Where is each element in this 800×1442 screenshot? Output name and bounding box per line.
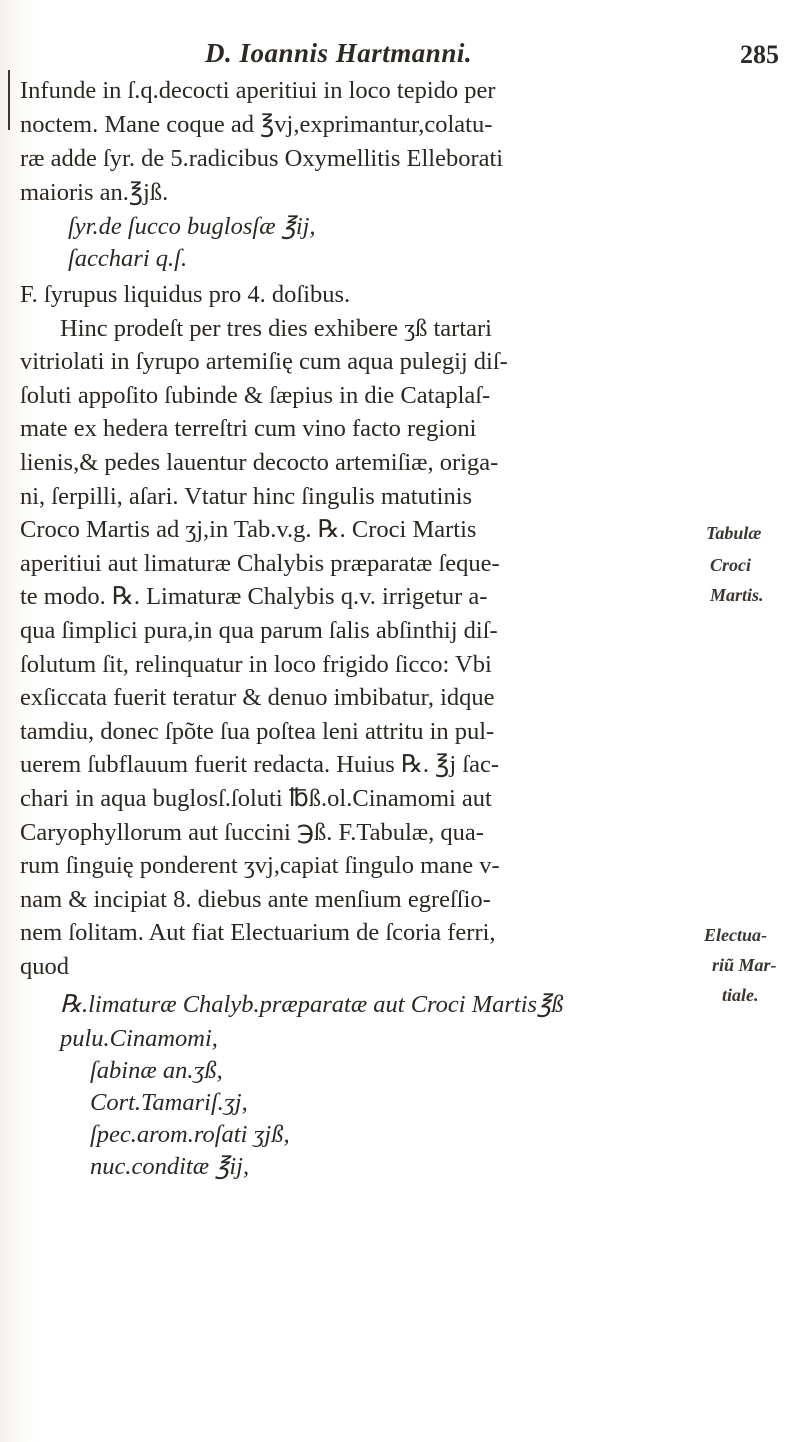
text-line: qua ſimplici pura,in qua parum ſalis abſinthij diſ-: [20, 617, 498, 644]
text-line: mate ex hedera terreſtri cum vino facto regioni: [20, 415, 477, 442]
text-line: chari in aqua buglosſ.ſoluti ℔ß.ol.Cinamomi aut: [20, 785, 492, 812]
margin-note: Croci: [710, 555, 752, 575]
text-line: te modo. ℞. Limaturæ Chalybis q.v. irrigetur a-: [20, 583, 488, 610]
text-line: Caryophyllorum aut ſuccini ℈ß. F.Tabulæ, qua-: [20, 819, 484, 846]
text-line: Croco Martis ad ʒj,in Tab.v.g. ℞. Croci Martis: [20, 516, 477, 543]
text-line: aperitiui aut limaturæ Chalybis præparatæ ſeque-: [20, 550, 500, 577]
text-line: noctem. Mane coque ad ℥vj,exprimantur,colatu-: [20, 111, 493, 138]
text-line: ſolutum ſit, relinquatur in loco frigido ſicco: Vbi: [20, 651, 492, 678]
recipe-ingredient: nuc.conditæ ℥ij,: [90, 1153, 250, 1180]
text-line: lienis,& pedes lauentur decocto artemiſiæ, origa-: [20, 449, 499, 476]
text-line: nem ſolitam. Aut fiat Electuarium de ſcoria ferri,: [20, 919, 496, 946]
recipe-ingredient: Cort.Tamariſ.ʒj,: [90, 1089, 248, 1116]
text-line: tamdiu, donec ſpõte ſua poſtea leni attritu in pul-: [20, 718, 495, 745]
text-line: ſoluti appoſito ſubinde & ſæpius in die Cataplaſ-: [20, 382, 491, 409]
recipe-ingredient: ſabinæ an.ʒß,: [90, 1057, 223, 1084]
text-line: rum ſinguię ponderent ʒvj,capiat ſingulo mane v-: [20, 852, 500, 879]
text-line: exſiccata fuerit teratur & denuo imbibatur, idque: [20, 684, 495, 711]
text-line: Infunde in ſ.q.decocti aperitiui in loco tepido per: [20, 77, 496, 104]
text-line: uerem ſubflauum fuerit redacta. Huius ℞. ℥j ſac-: [20, 751, 499, 778]
margin-note: tiale.: [722, 985, 759, 1005]
text-line: nam & incipiat 8. diebus ante menſium egreſſio-: [20, 886, 491, 913]
text-line: vitriolati in ſyrupo artemiſię cum aqua pulegij diſ-: [20, 348, 508, 375]
recipe-ingredient: ſacchari q.ſ.: [68, 245, 188, 272]
text-line: maioris an.℥jß.: [20, 179, 169, 206]
margin-note: Tabulæ: [706, 523, 762, 543]
page-number: 285: [740, 40, 779, 69]
margin-note: Martis.: [710, 585, 764, 605]
margin-note: Electua-: [704, 925, 767, 945]
text-line: Hinc prodeſt per tres dies exhibere ʒß tartari: [60, 315, 492, 342]
recipe-ingredient: ℞.limaturæ Chalyb.præparatæ aut Croci Martis℥ß: [60, 991, 564, 1018]
recipe-ingredient: pulu.Cinamomi,: [60, 1025, 218, 1052]
margin-note: riũ Mar-: [712, 955, 777, 975]
text-line: F. ſyrupus liquidus pro 4. doſibus.: [20, 281, 351, 308]
text-line: ni, ſerpilli, aſari. Vtatur hinc ſingulis matutinis: [20, 483, 473, 510]
text-line: quod: [20, 953, 69, 980]
recipe-ingredient: ſyr.de ſucco buglosſæ ℥ij,: [68, 213, 316, 240]
text-line: ræ adde ſyr. de 5.radicibus Oxymellitis Elleborati: [20, 145, 504, 172]
running-head: D. Ioannis Hartmanni.: [205, 38, 473, 68]
recipe-ingredient: ſpec.arom.roſati ʒjß,: [90, 1121, 290, 1148]
